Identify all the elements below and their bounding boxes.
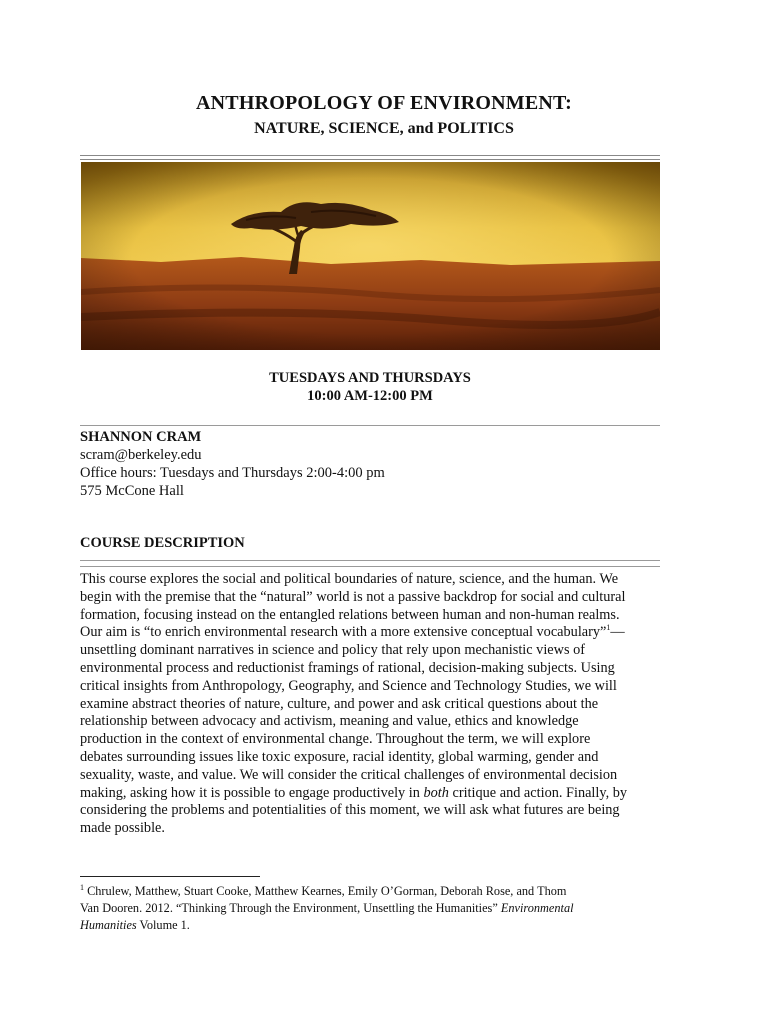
footnote-marker: 1: [606, 623, 611, 633]
footnote-volume: Volume 1.: [136, 918, 190, 932]
footnote-citation: Van Dooren. 2012. “Thinking Through the Environment, Unsettling the Humanities”: [80, 901, 501, 915]
footnote: [80, 883, 660, 934]
desc-line: critical insights from Anthropology, Geography, and Science and Technology Studies, we will: [80, 677, 617, 694]
instructor-email: scram@berkeley.edu: [80, 447, 202, 463]
footnote-journal-cont: Humanities: [80, 918, 137, 932]
desc-line: relationship between advocacy and activism, meaning and value, ethics and knowledge: [80, 713, 579, 730]
footnote-line: [80, 883, 660, 900]
instructor-name: SHANNON CRAM: [80, 429, 202, 445]
section-divider: [80, 425, 660, 426]
desc-line: made possible.: [80, 820, 165, 837]
title-divider: [80, 155, 660, 160]
desc-line: [80, 785, 662, 803]
schedule-days: TUESDAYS AND THURSDAYS: [269, 370, 471, 386]
acacia-tree-banner-image: [81, 162, 660, 350]
office-hours: Office hours: Tuesdays and Thursdays 2:00-4:00 pm: [80, 465, 385, 481]
emphasis-text: both: [423, 784, 449, 801]
em-dash: —: [610, 624, 625, 641]
heading-divider-top: [80, 560, 660, 561]
heading-divider-bottom: [80, 566, 660, 567]
desc-line-tail: critique and action. Finally, by: [448, 784, 628, 801]
desc-line: environmental process and reductionist framings of rational, decision-making subjects. Using: [80, 659, 615, 676]
desc-line: [80, 624, 662, 642]
course-description-heading: COURSE DESCRIPTION: [80, 535, 245, 551]
footnote-authors: Chrulew, Matthew, Stuart Cooke, Matthew Kearnes, Emily O’Gorman, Deborah Rose, and Thom: [84, 884, 567, 898]
desc-line: sexuality, waste, and value. We will consider the critical challenges of environmental decision: [80, 766, 618, 783]
desc-line: formation, focusing instead on the entangled relations between human and non-human realms.: [80, 606, 620, 623]
desc-line: begin with the premise that the “natural” world is not a passive backdrop for social and cultural: [80, 588, 626, 605]
desc-line-text: Our aim is “to enrich environmental research with a more extensive conceptual vocabulary”: [80, 624, 607, 641]
desc-line-text: making, asking how it is possible to engage productively in: [80, 784, 424, 801]
office-location: 575 McCone Hall: [80, 483, 184, 499]
desc-line: This course explores the social and political boundaries of nature, science, and the human. We: [80, 571, 619, 587]
desc-line: production in the context of environmental change. Throughout the term, we will explore: [80, 731, 591, 748]
desc-line: debates surrounding issues like toxic exposure, racial identity, global warming, gender and: [80, 748, 599, 765]
desc-line: unsettling dominant narratives in science and policy that rely upon mechanistic views of: [80, 642, 586, 659]
footnote-number: 1: [80, 882, 84, 892]
page-title: ANTHROPOLOGY OF ENVIRONMENT:: [196, 92, 572, 114]
footnote-journal: Environmental: [500, 901, 574, 915]
footnote-separator: [80, 876, 260, 877]
footnote-line: [80, 900, 660, 917]
footnote-line: [80, 917, 660, 934]
desc-line: considering the problems and potentialities of this moment, we will ask what futures are being: [80, 802, 620, 819]
course-description-body: [80, 571, 662, 838]
schedule-time: 10:00 AM-12:00 PM: [307, 388, 433, 404]
desc-line: examine abstract theories of nature, culture, and power and ask critical questions about the: [80, 695, 599, 712]
page-subtitle: NATURE, SCIENCE, and POLITICS: [254, 120, 514, 137]
